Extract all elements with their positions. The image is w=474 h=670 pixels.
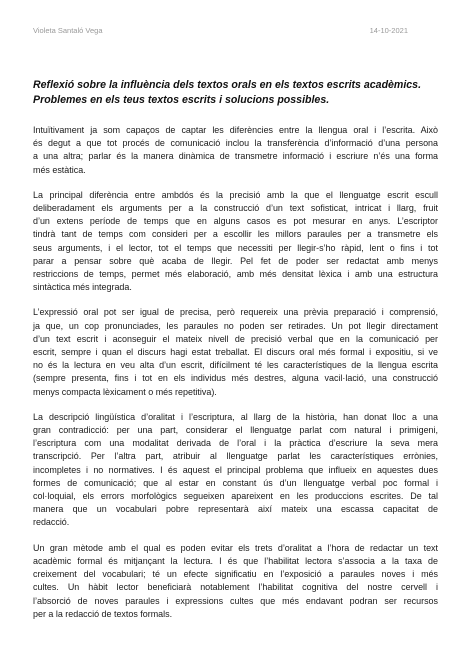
text-line: parar a pensar sobre què acaba de llegir. Pel fet de poder ser redactat amb menys [33, 255, 438, 266]
text-line: acadèmic formal és mitjançant la lectura. I és que l’habilitat lectora s’associa a la taxa de [33, 555, 438, 566]
text-line: creixement del vocabulari; té un efecte significatiu en l’exposició a paraules noves i més [33, 569, 438, 580]
text-line: escrit, sempre i quan el discurs hagi estat treballat. El discurs oral més formal i expositiu, si ve [33, 347, 438, 358]
text-line: col·loquial, els errors morfològics segueixen apareixent en les produccions escrites. De tal [33, 491, 438, 502]
text-line: a una altra; parlar és la manera dinàmica de transmetre informació i escriure n’és una forma [33, 151, 438, 162]
text-line: redacció. [33, 517, 70, 528]
text-line: és degut a que tot procés de comunicació inclou la transferència d’informació d’una persona [33, 138, 438, 149]
page-header [33, 26, 408, 38]
paragraph [33, 411, 438, 530]
text-line: d’un extens període de temps que en alguns casos es pot mesurar en anys. L’escriptor [33, 216, 438, 227]
text-line: sintàctica més integrada. [33, 282, 132, 293]
text-line: manera que un vocabulari pobre representarà així mateix una escassa capacitat de [33, 504, 438, 515]
paragraph [33, 189, 438, 295]
text-line: incompletes i no normatives. I és aquest el principal problema que influeix en aquestes dues [33, 464, 438, 475]
text-line: l’absorció de noves paraules i expressions cultes que més endavant podran ser recursos [33, 595, 438, 606]
text-line: Un gran mètode amb el qual es poden evitar els trets d’oralitat a l’hora de redactar un text [33, 542, 438, 553]
text-line: seus arguments, i el lector, tot el temps que necessiti per llegir-s’ho ràpid, lent o fins i tot [33, 242, 438, 253]
text-line: d’un text escrit i aconseguir el mateix nivell de precisió verbal que en la comunicació per [33, 333, 438, 344]
text-line: per a la redacció de textos formals. [33, 608, 173, 619]
text-line: La principal diferència entre ambdós és la precisió amb la que el llenguatge escrit escull [33, 189, 438, 200]
text-line: gran contradicció: per una part, considerar el llenguatge parlat com natural i primigeni, [33, 425, 438, 436]
text-line: ja que, un cop pronunciades, les paraules no poden ser retirades. Un pot llegir directament [33, 320, 438, 331]
text-line: deliberadament els arguments per a la construcció d’un text sofisticat, intricat i llarg, fruit [33, 203, 438, 214]
text-line: no és la lectura en veu alta d’un escrit, difícilment té les característiques de la llengua escrita [33, 360, 438, 371]
text-line: formes de comunicació; que al estar en constant ús d’un llenguatge verbal poc formal i [33, 477, 438, 488]
text-line: restriccions de temps, permet més elaboració, amb més densitat lèxica i amb una estructura [33, 269, 438, 280]
text-line: l’escriptura com una modalitat derivada de l’oral i la pràctica d’escriure la seva mera [33, 438, 438, 449]
text-line: L’expressió oral pot ser igual de precisa, però requereix una prèvia preparació i comprensió, [33, 307, 438, 318]
author-name: Violeta Santaló Vega [33, 26, 103, 35]
paragraph [33, 542, 438, 621]
title-line: Reflexió sobre la influència dels textos orals en els textos escrits acadèmics. [33, 79, 422, 91]
text-line: més estàtica. [33, 164, 86, 175]
text-line: transcripció. Per l’altra part, atribuir al llenguatge parlat les característiques errònies, [33, 451, 438, 462]
text-line: menys compacta lèxicament o més repetitiva). [33, 386, 217, 397]
text-line: cultes. Un hàbit lector beneficiarà notablement l’habilitat cognitiva del nostre cervell i [33, 582, 438, 593]
text-line: (sempre presenta, fins i tot en els individus més destres, alguna vacil·lació, una construcció [33, 373, 438, 384]
document-date: 14-10-2021 [369, 26, 408, 35]
text-line: tindrà tant de temps com consideri per a escollir les millors paraules per a transmetre els [33, 229, 438, 240]
document-title [33, 78, 438, 108]
title-line: Problemes en els teus textos escrits i solucions possibles. [33, 94, 330, 106]
text-line: La descripció lingüística d’oralitat i l’escriptura, al llarg de la història, han donat lloc a una [33, 411, 438, 422]
paragraph [33, 306, 438, 398]
document-body [33, 78, 438, 633]
text-line: Intuïtivament ja som capaços de captar les diferències entre la llengua oral i l’escrita. Això [33, 125, 438, 135]
paragraph [33, 124, 438, 177]
